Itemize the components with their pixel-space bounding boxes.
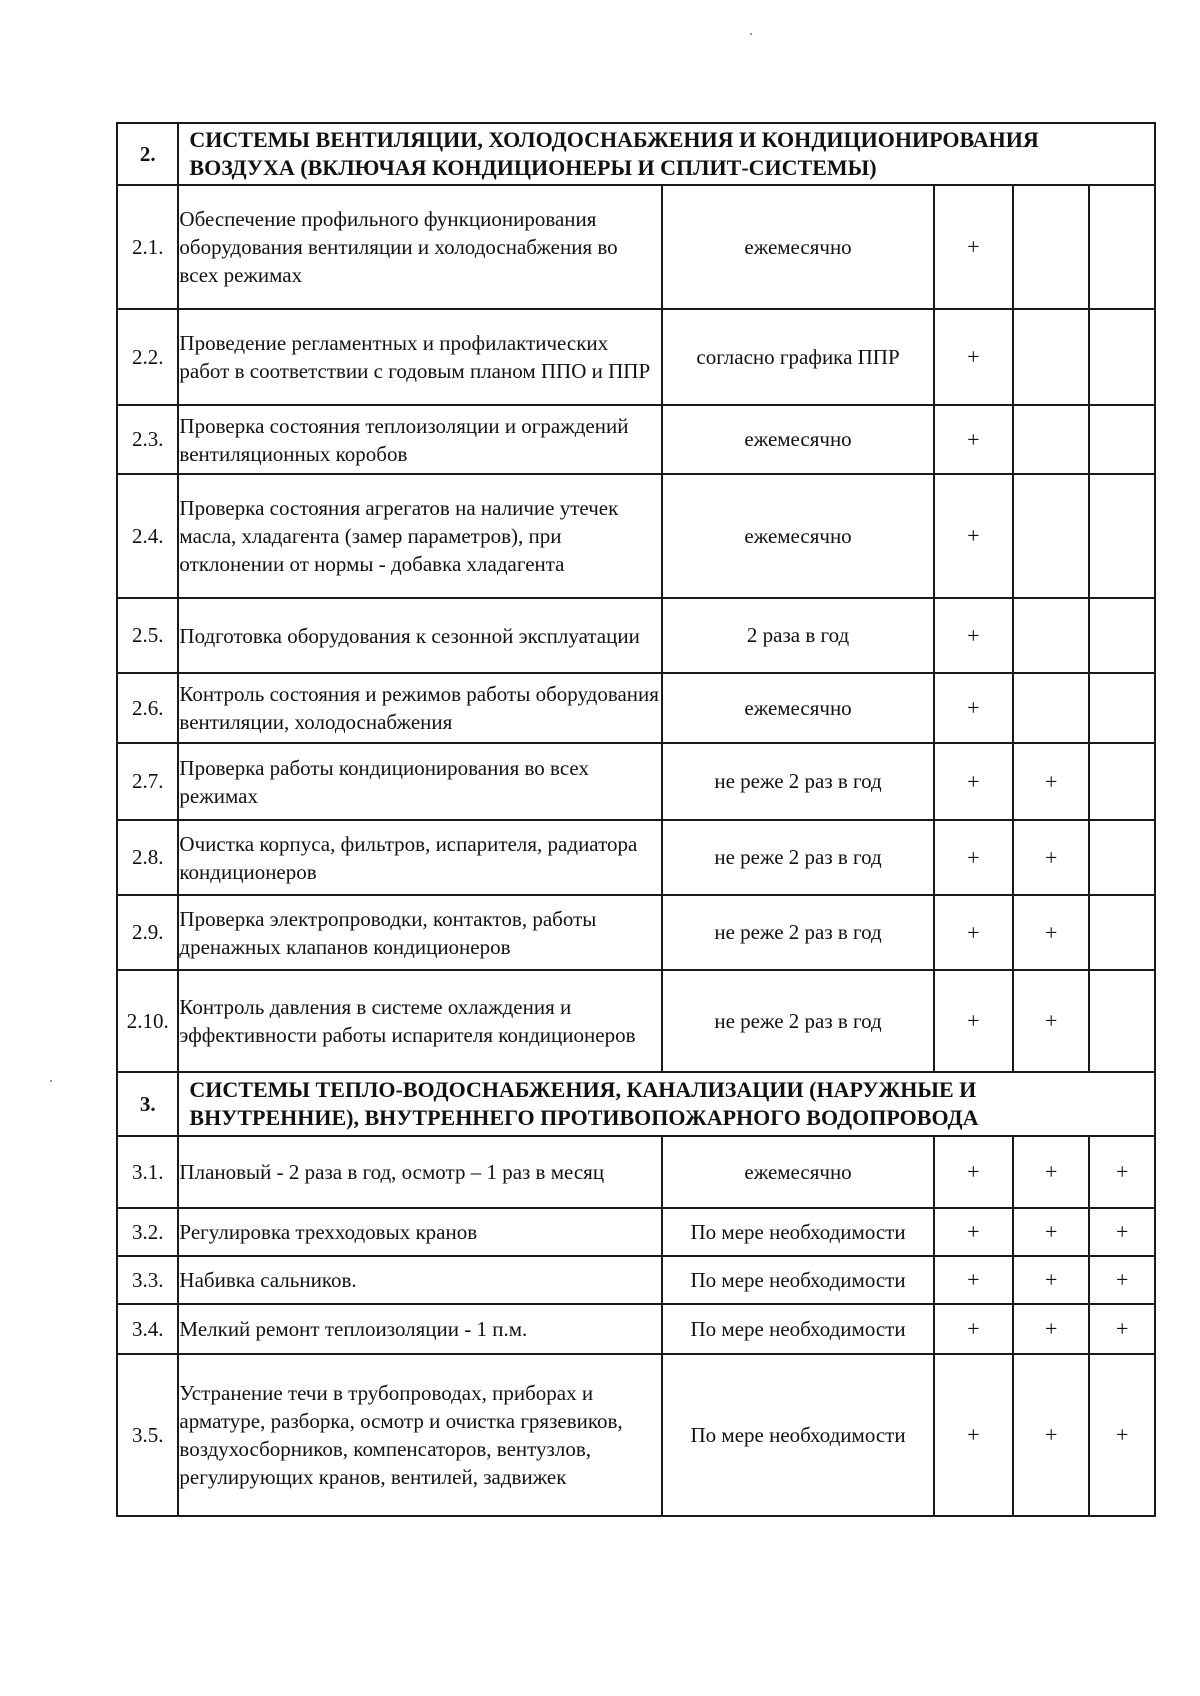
work-description: Проверка электропроводки, контактов, работы дренажных клапанов кондиционеров — [178, 895, 662, 970]
mark-col-2: + — [1013, 1304, 1089, 1354]
row-number: 2.7. — [117, 743, 178, 820]
work-frequency: По мере необходимости — [662, 1256, 933, 1304]
mark-col-1: + — [934, 743, 1013, 820]
mark-col-1: + — [934, 474, 1013, 598]
row-number: 3.3. — [117, 1256, 178, 1304]
work-frequency: не реже 2 раз в год — [662, 743, 933, 820]
mark-col-3 — [1089, 185, 1155, 309]
work-description: Контроль состояния и режимов работы оборудования вентиляции, холодоснабжения — [178, 673, 662, 743]
work-frequency: ежемесячно — [662, 405, 933, 474]
mark-col-2: + — [1013, 1208, 1089, 1256]
work-frequency: По мере необходимости — [662, 1208, 933, 1256]
mark-col-2 — [1013, 474, 1089, 598]
section-header-row — [117, 1072, 1155, 1136]
mark-col-1: + — [934, 1304, 1013, 1354]
mark-col-2: + — [1013, 1256, 1089, 1304]
work-frequency: не реже 2 раз в год — [662, 970, 933, 1072]
mark-col-2 — [1013, 673, 1089, 743]
table-row — [117, 474, 1155, 598]
mark-col-1: + — [934, 673, 1013, 743]
row-number: 3.1. — [117, 1136, 178, 1208]
mark-col-3 — [1089, 970, 1155, 1072]
mark-col-2: + — [1013, 970, 1089, 1072]
mark-col-3 — [1089, 743, 1155, 820]
table-row — [117, 1304, 1155, 1354]
mark-col-2 — [1013, 309, 1089, 405]
work-description: Мелкий ремонт теплоизоляции - 1 п.м. — [178, 1304, 662, 1354]
section-title: СИСТЕМЫ ВЕНТИЛЯЦИИ, ХОЛОДОСНАБЖЕНИЯ И КОНДИЦИОНИРОВАНИЯ ВОЗДУХА (ВКЛЮЧАЯ КОНДИЦИОНЕРЫ И СПЛИТ-СИСТЕМЫ) — [178, 123, 1155, 185]
table-row — [117, 598, 1155, 673]
table-row — [117, 895, 1155, 970]
work-frequency: ежемесячно — [662, 474, 933, 598]
mark-col-2: + — [1013, 1136, 1089, 1208]
work-description: Плановый - 2 раза в год, осмотр – 1 раз в месяц — [178, 1136, 662, 1208]
work-description: Проверка состояния агрегатов на наличие утечек масла, хладагента (замер параметров), при отклонении от нормы - добавка хладагента — [178, 474, 662, 598]
mark-col-1: + — [934, 895, 1013, 970]
table-row — [117, 970, 1155, 1072]
mark-col-3: + — [1089, 1136, 1155, 1208]
table-row — [117, 1256, 1155, 1304]
table-row — [117, 1354, 1155, 1516]
mark-col-1: + — [934, 1256, 1013, 1304]
work-description: Устранение течи в трубопроводах, приборах и арматуре, разборка, осмотр и очистка грязевиков, воздухосборников, компенсаторов, вентузлов, регулирующих кранов, вентилей, задвижек — [178, 1354, 662, 1516]
work-description: Контроль давления в системе охлаждения и эффективности работы испарителя кондиционеров — [178, 970, 662, 1072]
section-title: СИСТЕМЫ ТЕПЛО-ВОДОСНАБЖЕНИЯ, КАНАЛИЗАЦИИ (НАРУЖНЫЕ И ВНУТРЕННИЕ), ВНУТРЕННЕГО ПРОТИВОПОЖАРНОГО ВОДОПРОВОДА — [178, 1072, 1155, 1136]
scan-speck — [750, 33, 752, 35]
maintenance-schedule-table — [116, 122, 1156, 1517]
section-header-row — [117, 123, 1155, 185]
mark-col-3 — [1089, 474, 1155, 598]
mark-col-2: + — [1013, 820, 1089, 895]
row-number: 2.2. — [117, 309, 178, 405]
row-number: 2.3. — [117, 405, 178, 474]
work-frequency: не реже 2 раз в год — [662, 820, 933, 895]
mark-col-2: + — [1013, 1354, 1089, 1516]
row-number: 3.5. — [117, 1354, 178, 1516]
scan-speck — [50, 1080, 52, 1082]
work-description: Подготовка оборудования к сезонной эксплуатации — [178, 598, 662, 673]
mark-col-3: + — [1089, 1304, 1155, 1354]
row-number: 2.5. — [117, 598, 178, 673]
mark-col-3: + — [1089, 1208, 1155, 1256]
mark-col-3 — [1089, 598, 1155, 673]
mark-col-1: + — [934, 1208, 1013, 1256]
work-description: Проверка работы кондиционирования во всех режимах — [178, 743, 662, 820]
mark-col-3: + — [1089, 1354, 1155, 1516]
row-number: 2.1. — [117, 185, 178, 309]
row-number: 2.10. — [117, 970, 178, 1072]
mark-col-1: + — [934, 970, 1013, 1072]
mark-col-1: + — [934, 820, 1013, 895]
row-number: 2.4. — [117, 474, 178, 598]
mark-col-2: + — [1013, 895, 1089, 970]
mark-col-3 — [1089, 820, 1155, 895]
mark-col-1: + — [934, 405, 1013, 474]
row-number: 3.4. — [117, 1304, 178, 1354]
row-number: 2.8. — [117, 820, 178, 895]
mark-col-1: + — [934, 1354, 1013, 1516]
section-number: 2. — [117, 123, 178, 185]
work-frequency: По мере необходимости — [662, 1354, 933, 1516]
work-description: Проведение регламентных и профилактических работ в соответствии с годовым планом ППО и ППР — [178, 309, 662, 405]
work-frequency: не реже 2 раз в год — [662, 895, 933, 970]
mark-col-3 — [1089, 673, 1155, 743]
mark-col-2 — [1013, 405, 1089, 474]
mark-col-2 — [1013, 185, 1089, 309]
work-description: Проверка состояния теплоизоляции и ограждений вентиляционных коробов — [178, 405, 662, 474]
work-frequency: По мере необходимости — [662, 1304, 933, 1354]
mark-col-1: + — [934, 309, 1013, 405]
table-row — [117, 743, 1155, 820]
row-number: 2.9. — [117, 895, 178, 970]
row-number: 3.2. — [117, 1208, 178, 1256]
table-body — [117, 123, 1155, 1516]
mark-col-2: + — [1013, 743, 1089, 820]
mark-col-3 — [1089, 309, 1155, 405]
mark-col-3: + — [1089, 1256, 1155, 1304]
work-description: Регулировка трехходовых кранов — [178, 1208, 662, 1256]
table-row — [117, 820, 1155, 895]
mark-col-1: + — [934, 598, 1013, 673]
work-frequency: ежемесячно — [662, 185, 933, 309]
work-frequency: 2 раза в год — [662, 598, 933, 673]
mark-col-1: + — [934, 1136, 1013, 1208]
table-row — [117, 673, 1155, 743]
mark-col-1: + — [934, 185, 1013, 309]
mark-col-3 — [1089, 405, 1155, 474]
mark-col-3 — [1089, 895, 1155, 970]
work-description: Очистка корпуса, фильтров, испарителя, радиатора кондиционеров — [178, 820, 662, 895]
work-frequency: согласно графика ППР — [662, 309, 933, 405]
work-frequency: ежемесячно — [662, 1136, 933, 1208]
table-row — [117, 1136, 1155, 1208]
work-frequency: ежемесячно — [662, 673, 933, 743]
table-row — [117, 185, 1155, 309]
table-row — [117, 1208, 1155, 1256]
mark-col-2 — [1013, 598, 1089, 673]
section-number: 3. — [117, 1072, 178, 1136]
table-row — [117, 309, 1155, 405]
table-row — [117, 405, 1155, 474]
work-description: Набивка сальников. — [178, 1256, 662, 1304]
work-description: Обеспечение профильного функционирования оборудования вентиляции и холодоснабжения во всех режимах — [178, 185, 662, 309]
row-number: 2.6. — [117, 673, 178, 743]
